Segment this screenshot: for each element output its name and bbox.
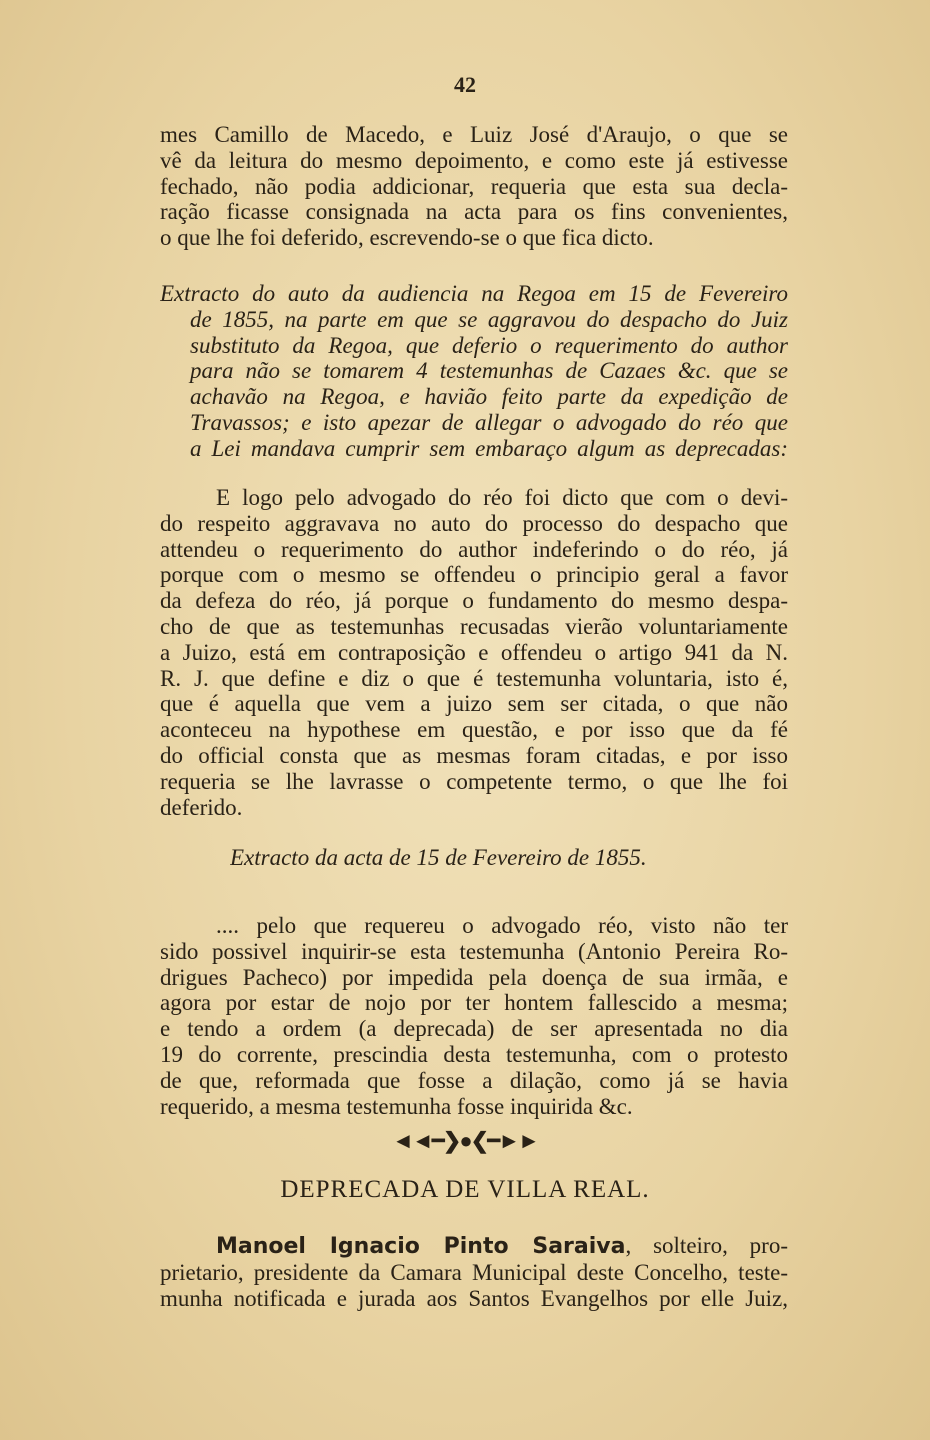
text-line: fechado, não podia addicionar, requeria que esta sua decla- <box>160 173 788 199</box>
text-line: prietario, presidente da Camara Municipal deste Concelho, teste- <box>160 1259 788 1285</box>
text-line: a Juizo, está em contraposição e offendeu o artigo 941 da N. <box>160 639 788 665</box>
text-line: e tendo a ordem (a deprecada) de ser apresentada no dia <box>160 1016 788 1042</box>
text-line: porque com o mesmo se offendeu o principio geral a favor <box>160 562 788 588</box>
text-line: do official consta que as mesmas foram citadas, e por isso <box>160 742 788 768</box>
text-line: requeria se lhe lavrasse o competente termo, o que lhe foi <box>160 768 788 794</box>
text-line: Extracto da acta de 15 de Fevereiro de 1855. <box>230 845 647 870</box>
text-fragment: , solteiro, pro- <box>625 1233 788 1258</box>
paragraph-deprecada <box>160 1233 788 1311</box>
text-line: vê da leitura do mesmo depoimento, e como este já estivesse <box>160 147 788 173</box>
text-line: .... pelo que requereu o advogado réo, visto não ter <box>216 913 788 938</box>
text-line: a Lei mandava cumprir sem embaraço algum as deprecadas: <box>190 435 788 461</box>
text-line: da defeza do réo, já porque o fundamento do mesmo despa- <box>160 588 788 614</box>
text-line: deferido. <box>160 794 243 820</box>
page-number: 42 <box>454 72 476 97</box>
text-line: 19 do corrente, prescindia desta testemunha, com o protesto <box>160 1041 788 1067</box>
text-line: de que, reformada que fosse a dilação, como já se havia <box>160 1067 788 1093</box>
ornament-divider: ◄◄━❯●❮━►► <box>392 1128 538 1153</box>
text-line: do respeito aggravava no auto do processo do despacho que <box>160 510 788 536</box>
text-line: de 1855, na parte em que se aggravou do despacho do Juiz <box>190 306 788 332</box>
text-line: drigues Pacheco) por impedida pela doença de sua irmãa, e <box>160 964 788 990</box>
text-line: Travassos; e isto apezar de allegar o advogado do réo que <box>190 409 788 435</box>
extract-heading-acta <box>230 845 790 871</box>
text-line: cho de que as testemunhas recusadas vierão voluntariamente <box>160 613 788 639</box>
text-line: munha notificada e jurada aos Santos Evangelhos por elle Juiz, <box>160 1285 788 1311</box>
text-line: para não se tomarem 4 testemunhas de Cazaes &c. que se <box>190 358 788 384</box>
text-line: mes Camillo de Macedo, e Luiz José d'Araujo, o que se <box>160 122 788 147</box>
text-line: R. J. que define e diz o que é testemunha voluntaria, isto é, <box>160 665 788 691</box>
extract-heading-audiencia <box>160 281 788 462</box>
witness-name: Manoel Ignacio Pinto Saraiva <box>216 1234 626 1259</box>
text-line: sido possivel inquirir-se esta testemunha (Antonio Pereira Ro- <box>160 938 788 964</box>
text-line: Extracto do auto da audiencia na Regoa em 15 de Fevereiro <box>160 281 788 306</box>
text-line <box>160 1233 788 1260</box>
paragraph-testemunha <box>160 913 788 1119</box>
text-line: aconteceu na hypothese em questão, e por isso que da fé <box>160 717 788 743</box>
text-line: achavão na Regoa, e havião feito parte da expedição de <box>190 384 788 410</box>
text-line: attendeu o requerimento do author indeferindo o do réo, já <box>160 536 788 562</box>
text-line: E logo pelo advogado do réo foi dicto que com o devi- <box>216 485 788 510</box>
paragraph-aggravo <box>160 485 788 820</box>
text-line: requerido, a mesma testemunha fosse inquirida &c. <box>160 1093 633 1119</box>
section-heading: DEPRECADA DE VILLA REAL. <box>280 1176 650 1203</box>
text-line: agora por estar de nojo por ter hontem fallescido a mesma; <box>160 990 788 1016</box>
text-line: o que lhe foi deferido, escrevendo-se o que fica dicto. <box>160 225 654 251</box>
text-line: ração ficasse consignada na acta para os fins convenientes, <box>160 199 788 225</box>
text-line: que é aquella que vem a juizo sem ser citada, o que não <box>160 691 788 717</box>
text-line: substituto da Regoa, que deferio o requerimento do author <box>190 332 788 358</box>
paragraph-continuation <box>160 122 788 251</box>
